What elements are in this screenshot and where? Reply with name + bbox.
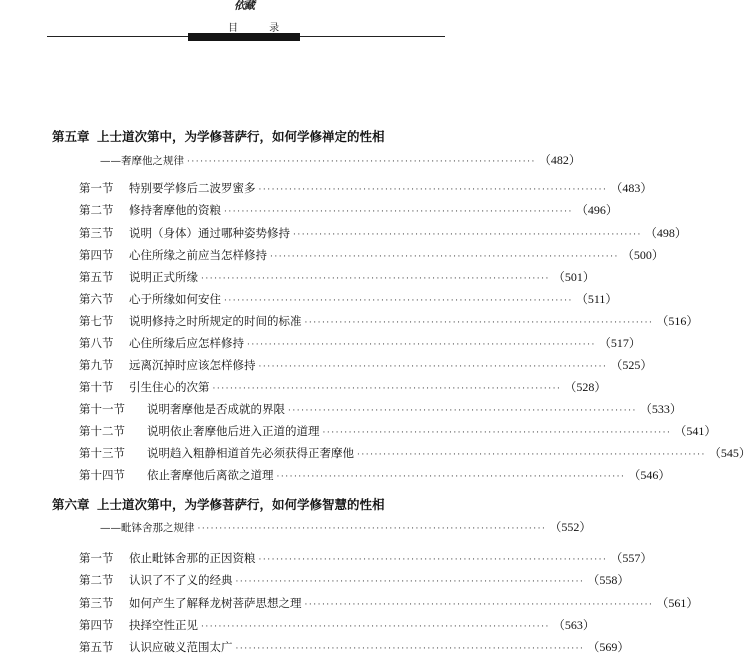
section-number: 第一节 bbox=[79, 551, 114, 565]
chapter-number: 第六章 bbox=[52, 497, 90, 512]
section-number: 第十节 bbox=[79, 380, 114, 394]
page-number: （552） bbox=[549, 520, 592, 534]
dot-leader: ················································································ bbox=[258, 185, 608, 195]
page-number: （500） bbox=[621, 248, 664, 262]
section-title: 认识了不了义的经典 bbox=[129, 573, 233, 587]
toc-entry bbox=[79, 549, 653, 566]
section-title: 说明修持之时所规定的时间的标准 bbox=[129, 314, 302, 328]
section-number: 第八节 bbox=[79, 336, 114, 350]
dot-leader: ················································································ bbox=[235, 644, 585, 654]
page-number: （517） bbox=[598, 336, 641, 350]
section-title: 如何产生了解释龙树菩萨思想之理 bbox=[129, 596, 302, 610]
toc-entry bbox=[79, 466, 671, 483]
section-number: 第二节 bbox=[79, 203, 114, 217]
toc-entry bbox=[79, 594, 699, 611]
section-title: 特别要学修后二波罗蜜多 bbox=[129, 181, 256, 195]
section-number: 第三节 bbox=[79, 596, 114, 610]
logo: 依藏 bbox=[234, 0, 254, 12]
page-number: （525） bbox=[610, 358, 653, 372]
section-number: 第四节 bbox=[79, 618, 114, 632]
page-number: （498） bbox=[644, 226, 687, 240]
section-title: 说明奢摩他是否成就的界限 bbox=[147, 402, 285, 416]
dot-leader: ················································································ bbox=[276, 472, 626, 482]
chapter-number: 第五章 bbox=[52, 129, 90, 144]
dot-leader: ················································································ bbox=[304, 318, 654, 328]
toc-entry bbox=[79, 638, 630, 655]
section-number: 第二节 bbox=[79, 573, 114, 587]
chapter-subtitle-row bbox=[100, 151, 581, 168]
toc-entry bbox=[79, 290, 618, 307]
dot-leader: ················································································ bbox=[322, 428, 672, 438]
dot-leader: ················································································ bbox=[293, 230, 642, 240]
section-number: 第三节 bbox=[79, 226, 114, 240]
page-number: （563） bbox=[552, 618, 595, 632]
section-number: 第十四节 bbox=[79, 468, 125, 482]
section-number: 第七节 bbox=[79, 314, 114, 328]
page-number: （528） bbox=[564, 380, 607, 394]
header-rule-bar bbox=[188, 33, 300, 41]
dot-leader: ················································································ bbox=[201, 274, 550, 284]
section-title: 心住所缘后应怎样修持 bbox=[129, 336, 244, 350]
page-number: （557） bbox=[610, 551, 653, 565]
section-title: 远离沉掉时应该怎样修持 bbox=[129, 358, 256, 372]
section-title: 认识应破义范围太广 bbox=[129, 640, 233, 654]
dot-leader: ················································································ bbox=[258, 555, 608, 565]
section-title: 依止毗钵舍那的正因资粮 bbox=[129, 551, 256, 565]
chapter-subtitle: ——毗钵舍那之规律 bbox=[100, 522, 195, 534]
dot-leader: ················································································ bbox=[288, 406, 637, 416]
dot-leader: ················································································ bbox=[235, 577, 585, 587]
section-title: 说明趋入粗静相道首先必须获得正奢摩他 bbox=[147, 446, 354, 460]
page-number: （501） bbox=[552, 270, 595, 284]
section-title: 依止奢摩他后离欲之道理 bbox=[147, 468, 274, 482]
page-number: （561） bbox=[656, 596, 699, 610]
dot-leader: ················································································ bbox=[212, 384, 562, 394]
toc-entry bbox=[79, 616, 595, 633]
dot-leader: ················································································ bbox=[357, 450, 706, 460]
section-number: 第五节 bbox=[79, 270, 114, 284]
chapter-subtitle-row bbox=[100, 518, 592, 535]
page-title: 目 录 bbox=[228, 23, 294, 34]
toc-entry bbox=[79, 246, 664, 263]
toc-entry bbox=[79, 334, 641, 351]
dot-leader: ················································································ bbox=[197, 524, 547, 534]
section-title: 说明依止奢摩他后进入正道的道理 bbox=[147, 424, 320, 438]
section-number: 第五节 bbox=[79, 640, 114, 654]
toc-entry bbox=[79, 312, 699, 329]
page-number: （511） bbox=[575, 292, 618, 306]
dot-leader: ················································································ bbox=[258, 362, 608, 372]
chapter-title: 上士道次第中，为学修菩萨行，如何学修禅定的性相 bbox=[97, 129, 385, 144]
toc-entry bbox=[79, 444, 751, 461]
chapter-heading bbox=[52, 495, 385, 513]
chapter-subtitle: ——奢摩他之规律 bbox=[100, 155, 184, 167]
dot-leader: ················································································ bbox=[247, 340, 596, 350]
section-number: 第十三节 bbox=[79, 446, 125, 460]
section-number: 第十二节 bbox=[79, 424, 125, 438]
section-title: 心住所缘之前应当怎样修持 bbox=[129, 248, 267, 262]
section-title: 修持奢摩他的资粮 bbox=[129, 203, 221, 217]
dot-leader: ················································································ bbox=[304, 600, 654, 610]
dot-leader: ················································································ bbox=[224, 207, 573, 217]
page-number: （558） bbox=[587, 573, 630, 587]
section-number: 第四节 bbox=[79, 248, 114, 262]
chapter-title: 上士道次第中，为学修菩萨行，如何学修智慧的性相 bbox=[97, 497, 385, 512]
page-number: （482） bbox=[538, 153, 581, 167]
page-number: （546） bbox=[628, 468, 671, 482]
dot-leader: ················································································ bbox=[187, 157, 536, 167]
page-number: （541） bbox=[674, 424, 717, 438]
toc-entry bbox=[79, 179, 653, 196]
toc-entry bbox=[79, 356, 653, 373]
section-title: 引生住心的次第 bbox=[129, 380, 210, 394]
section-number: 第一节 bbox=[79, 181, 114, 195]
page-number: （533） bbox=[639, 402, 682, 416]
toc-entry bbox=[79, 422, 717, 439]
toc-entry bbox=[79, 268, 595, 285]
chapter-heading bbox=[52, 127, 385, 145]
toc-entry bbox=[79, 378, 607, 395]
section-title: 心于所缘如何安住 bbox=[129, 292, 221, 306]
page-header bbox=[0, 0, 505, 44]
dot-leader: ················································································ bbox=[224, 296, 573, 306]
dot-leader: ················································································ bbox=[201, 622, 550, 632]
page-number: （483） bbox=[610, 181, 653, 195]
page-number: （516） bbox=[656, 314, 699, 328]
page-number: （496） bbox=[575, 203, 618, 217]
dot-leader: ················································································ bbox=[270, 252, 619, 262]
toc-entry bbox=[79, 571, 630, 588]
section-number: 第六节 bbox=[79, 292, 114, 306]
toc-entry bbox=[79, 224, 687, 241]
section-title: 说明（身体）通过哪种姿势修持 bbox=[129, 226, 290, 240]
toc-entry bbox=[79, 201, 618, 218]
section-title: 抉择空性正见 bbox=[129, 618, 198, 632]
section-number: 第十一节 bbox=[79, 402, 125, 416]
section-number: 第九节 bbox=[79, 358, 114, 372]
page-number: （545） bbox=[708, 446, 751, 460]
page-number: （569） bbox=[587, 640, 630, 654]
section-title: 说明正式所缘 bbox=[129, 270, 198, 284]
toc-entry bbox=[79, 400, 682, 417]
